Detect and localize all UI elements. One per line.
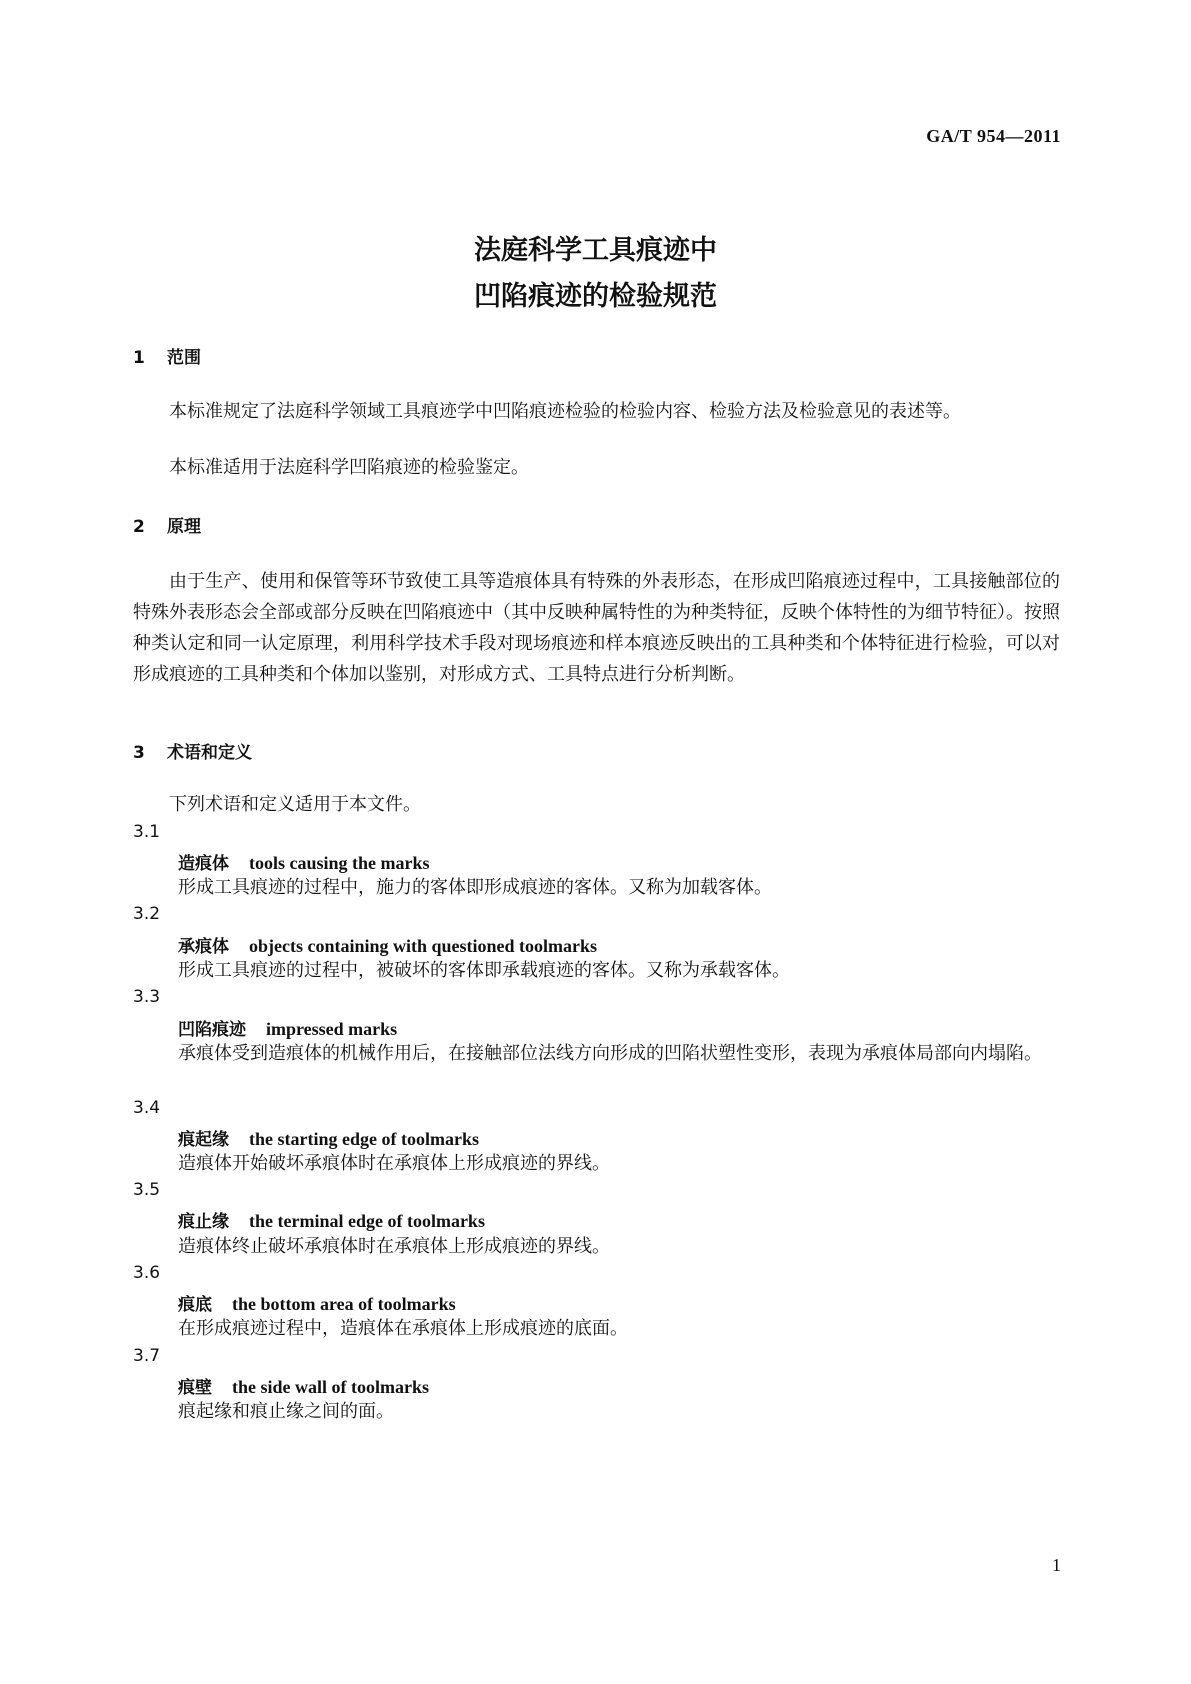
term-number: 3.5	[133, 1180, 161, 1200]
section-1-paragraph-2: 本标准适用于法庭科学凹陷痕迹的检验鉴定。	[169, 457, 529, 478]
term-zh: 痕壁	[178, 1378, 212, 1398]
term-zh: 凹陷痕迹	[178, 1020, 246, 1040]
term-zh: 痕起缘	[178, 1130, 229, 1150]
title-line-1: 法庭科学工具痕迹中	[474, 235, 717, 266]
term-number: 3.1	[133, 822, 161, 842]
term-zh: 痕底	[178, 1295, 212, 1315]
term-definition: 承痕体受到造痕体的机械作用后，在接触部位法线方向形成的凹陷状塑性变形，表现为承痕体局部向内塌陷。	[178, 1043, 1042, 1064]
section-title: 术语和定义	[167, 743, 252, 763]
section-2-heading	[133, 512, 201, 537]
term-heading	[178, 932, 597, 957]
term-definition: 造痕体开始破坏承痕体时在承痕体上形成痕迹的界线。	[178, 1153, 610, 1174]
term-en: tools causing the marks	[249, 853, 430, 873]
section-title: 范围	[167, 348, 201, 368]
term-heading	[178, 1290, 456, 1315]
term-number: 3.6	[133, 1263, 161, 1283]
term-number: 3.3	[133, 987, 161, 1007]
term-en: the side wall of toolmarks	[232, 1377, 429, 1397]
section-3-paragraph-1: 下列术语和定义适用于本文件。	[169, 794, 421, 815]
term-heading	[178, 1125, 479, 1150]
term-number: 3.7	[133, 1346, 161, 1366]
term-zh: 痕止缘	[178, 1212, 229, 1232]
section-1-heading	[133, 343, 201, 368]
term-heading	[178, 1373, 429, 1398]
term-zh: 承痕体	[178, 937, 229, 957]
term-number: 3.4	[133, 1098, 161, 1118]
section-number: 1	[133, 348, 145, 368]
standard-code: GA/T 954—2011	[926, 126, 1061, 146]
term-heading	[178, 1015, 397, 1040]
section-number: 3	[133, 743, 145, 763]
term-en: impressed marks	[266, 1019, 398, 1039]
term-definition: 在形成痕迹过程中，造痕体在承痕体上形成痕迹的底面。	[178, 1318, 628, 1339]
term-definition: 痕起缘和痕止缘之间的面。	[178, 1401, 394, 1422]
page-number: 1	[1052, 1555, 1061, 1575]
term-number: 3.2	[133, 904, 161, 924]
term-definition: 形成工具痕迹的过程中，施力的客体即形成痕迹的客体。又称为加载客体。	[178, 877, 772, 898]
term-en: the bottom area of toolmarks	[232, 1294, 456, 1314]
section-2-paragraph-1: 由于生产、使用和保管等环节致使工具等造痕体具有特殊的外表形态，在形成凹陷痕迹过程中，工具接触部位的特殊外表形态会全部或部分反映在凹陷痕迹中（其中反映种属特性的为种类特征，反映个体特性的为细节特征）。按照种类认定和同一认定原理，利用科学技术手段对现场痕迹和样本痕迹反映出的工具种类和个体特征进行检验，可以对形成痕迹的工具种类和个体加以鉴别，对形成方式、工具特点进行分析判断。	[133, 571, 1060, 685]
term-definition: 形成工具痕迹的过程中，被破坏的客体即承载痕迹的客体。又称为承载客体。	[178, 960, 790, 981]
section-number: 2	[133, 517, 145, 537]
term-zh: 造痕体	[178, 854, 229, 874]
term-en: objects containing with questioned toolmarks	[249, 936, 598, 956]
term-definition: 造痕体终止破坏承痕体时在承痕体上形成痕迹的界线。	[178, 1236, 610, 1257]
document-title	[0, 228, 1191, 320]
section-title: 原理	[167, 517, 201, 537]
term-heading	[178, 849, 430, 874]
term-heading	[178, 1207, 485, 1232]
section-1-paragraph-1: 本标准规定了法庭科学领域工具痕迹学中凹陷痕迹检验的检验内容、检验方法及检验意见的表述等。	[169, 401, 961, 422]
title-line-2: 凹陷痕迹的检验规范	[474, 281, 717, 312]
term-en: the starting edge of toolmarks	[249, 1129, 479, 1149]
term-en: the terminal edge of toolmarks	[249, 1211, 485, 1231]
section-3-heading	[133, 738, 252, 763]
